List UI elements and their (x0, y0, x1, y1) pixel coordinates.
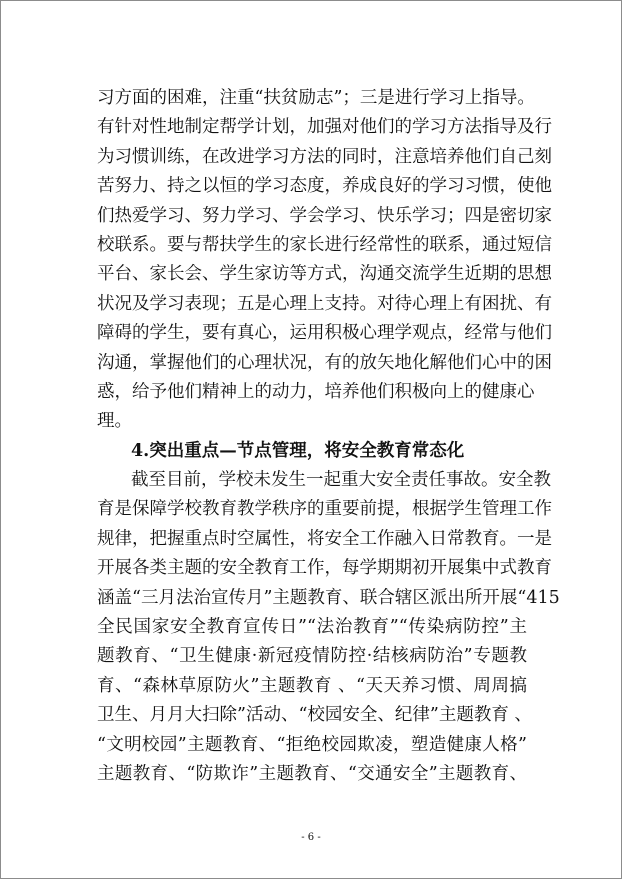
body-text-line: 障碍的学生，要有真心，运用积极心理学观点，经常与他们 (97, 323, 552, 344)
body-text-line: 理。 (97, 411, 132, 432)
body-text-line: 规律，把握重点时空属性，将安全工作融入日常教育。一是 (97, 528, 552, 549)
body-text-line: 苦努力、持之以恒的学习态度，养成良好的学习习惯，使他 (97, 176, 552, 197)
body-text-line: 主题教育、“防欺诈”主题教育、“交通安全”主题教育、 (97, 763, 527, 784)
body-text-line: “文明校园”主题教育、“拒绝校园欺凌，塑造健康人格” (97, 734, 527, 755)
section-heading: 4.突出重点—节点管理，将安全教育常态化 (131, 440, 465, 461)
body-text-line: 习方面的困难，注重“扶贫励志”；三是进行学习上指导。 (97, 88, 535, 108)
page-number: - 6 - (301, 832, 321, 843)
body-text-line: 状况及学习表现；五是心理上支持。对待心理上有困扰、有 (97, 293, 552, 314)
body-text-line: 育是保障学校教育教学秩序的重要前提，根据学生管理工作 (97, 499, 552, 520)
body-text-line: 校联系。要与帮扶学生的家长进行经常性的联系，通过短信 (97, 234, 552, 255)
body-text-line: 沟通，掌握他们的心理状况，有的放矢地化解他们心中的困 (97, 352, 552, 373)
body-text-line: 平台、家长会、学生家访等方式，沟通交流学生近期的思想 (97, 264, 552, 285)
document-body (97, 84, 560, 789)
body-text-line: 截至目前，学校未发生一起重大安全责任事故。安全教 (131, 470, 551, 491)
body-text-line: 惑，给予他们精神上的动力，培养他们积极向上的健康心 (97, 381, 535, 402)
body-text-line: 们热爱学习、努力学习、学会学习、快乐学习；四是密切家 (97, 205, 552, 226)
body-text-line: 有针对性地制定帮学计划，加强对他们的学习方法指导及行 (97, 117, 552, 138)
body-text-line: 为习惯训练，在改进学习方法的同时，注意培养他们自己刻 (97, 146, 552, 167)
body-text-line: 题教育、“卫生健康·新冠疫情防控·结核病防治”专题教 (97, 646, 527, 667)
body-text-line: 涵盖“三月法治宣传月”主题教育、联合辖区派出所开展“415 (97, 587, 560, 608)
body-text-line: 育、“森林草原防火”主题教育 、“天天养习惯、周周搞 (97, 675, 527, 696)
body-text-line: 卫生、月月大扫除”活动、“校园安全、纪律”主题教育 、 (97, 705, 532, 726)
body-text-line: 全民国家安全教育宣传日”“法治教育”“传染病防控”主 (97, 617, 527, 638)
body-text-line: 开展各类主题的安全教育工作，每学期期初开展集中式教育 (97, 558, 552, 579)
